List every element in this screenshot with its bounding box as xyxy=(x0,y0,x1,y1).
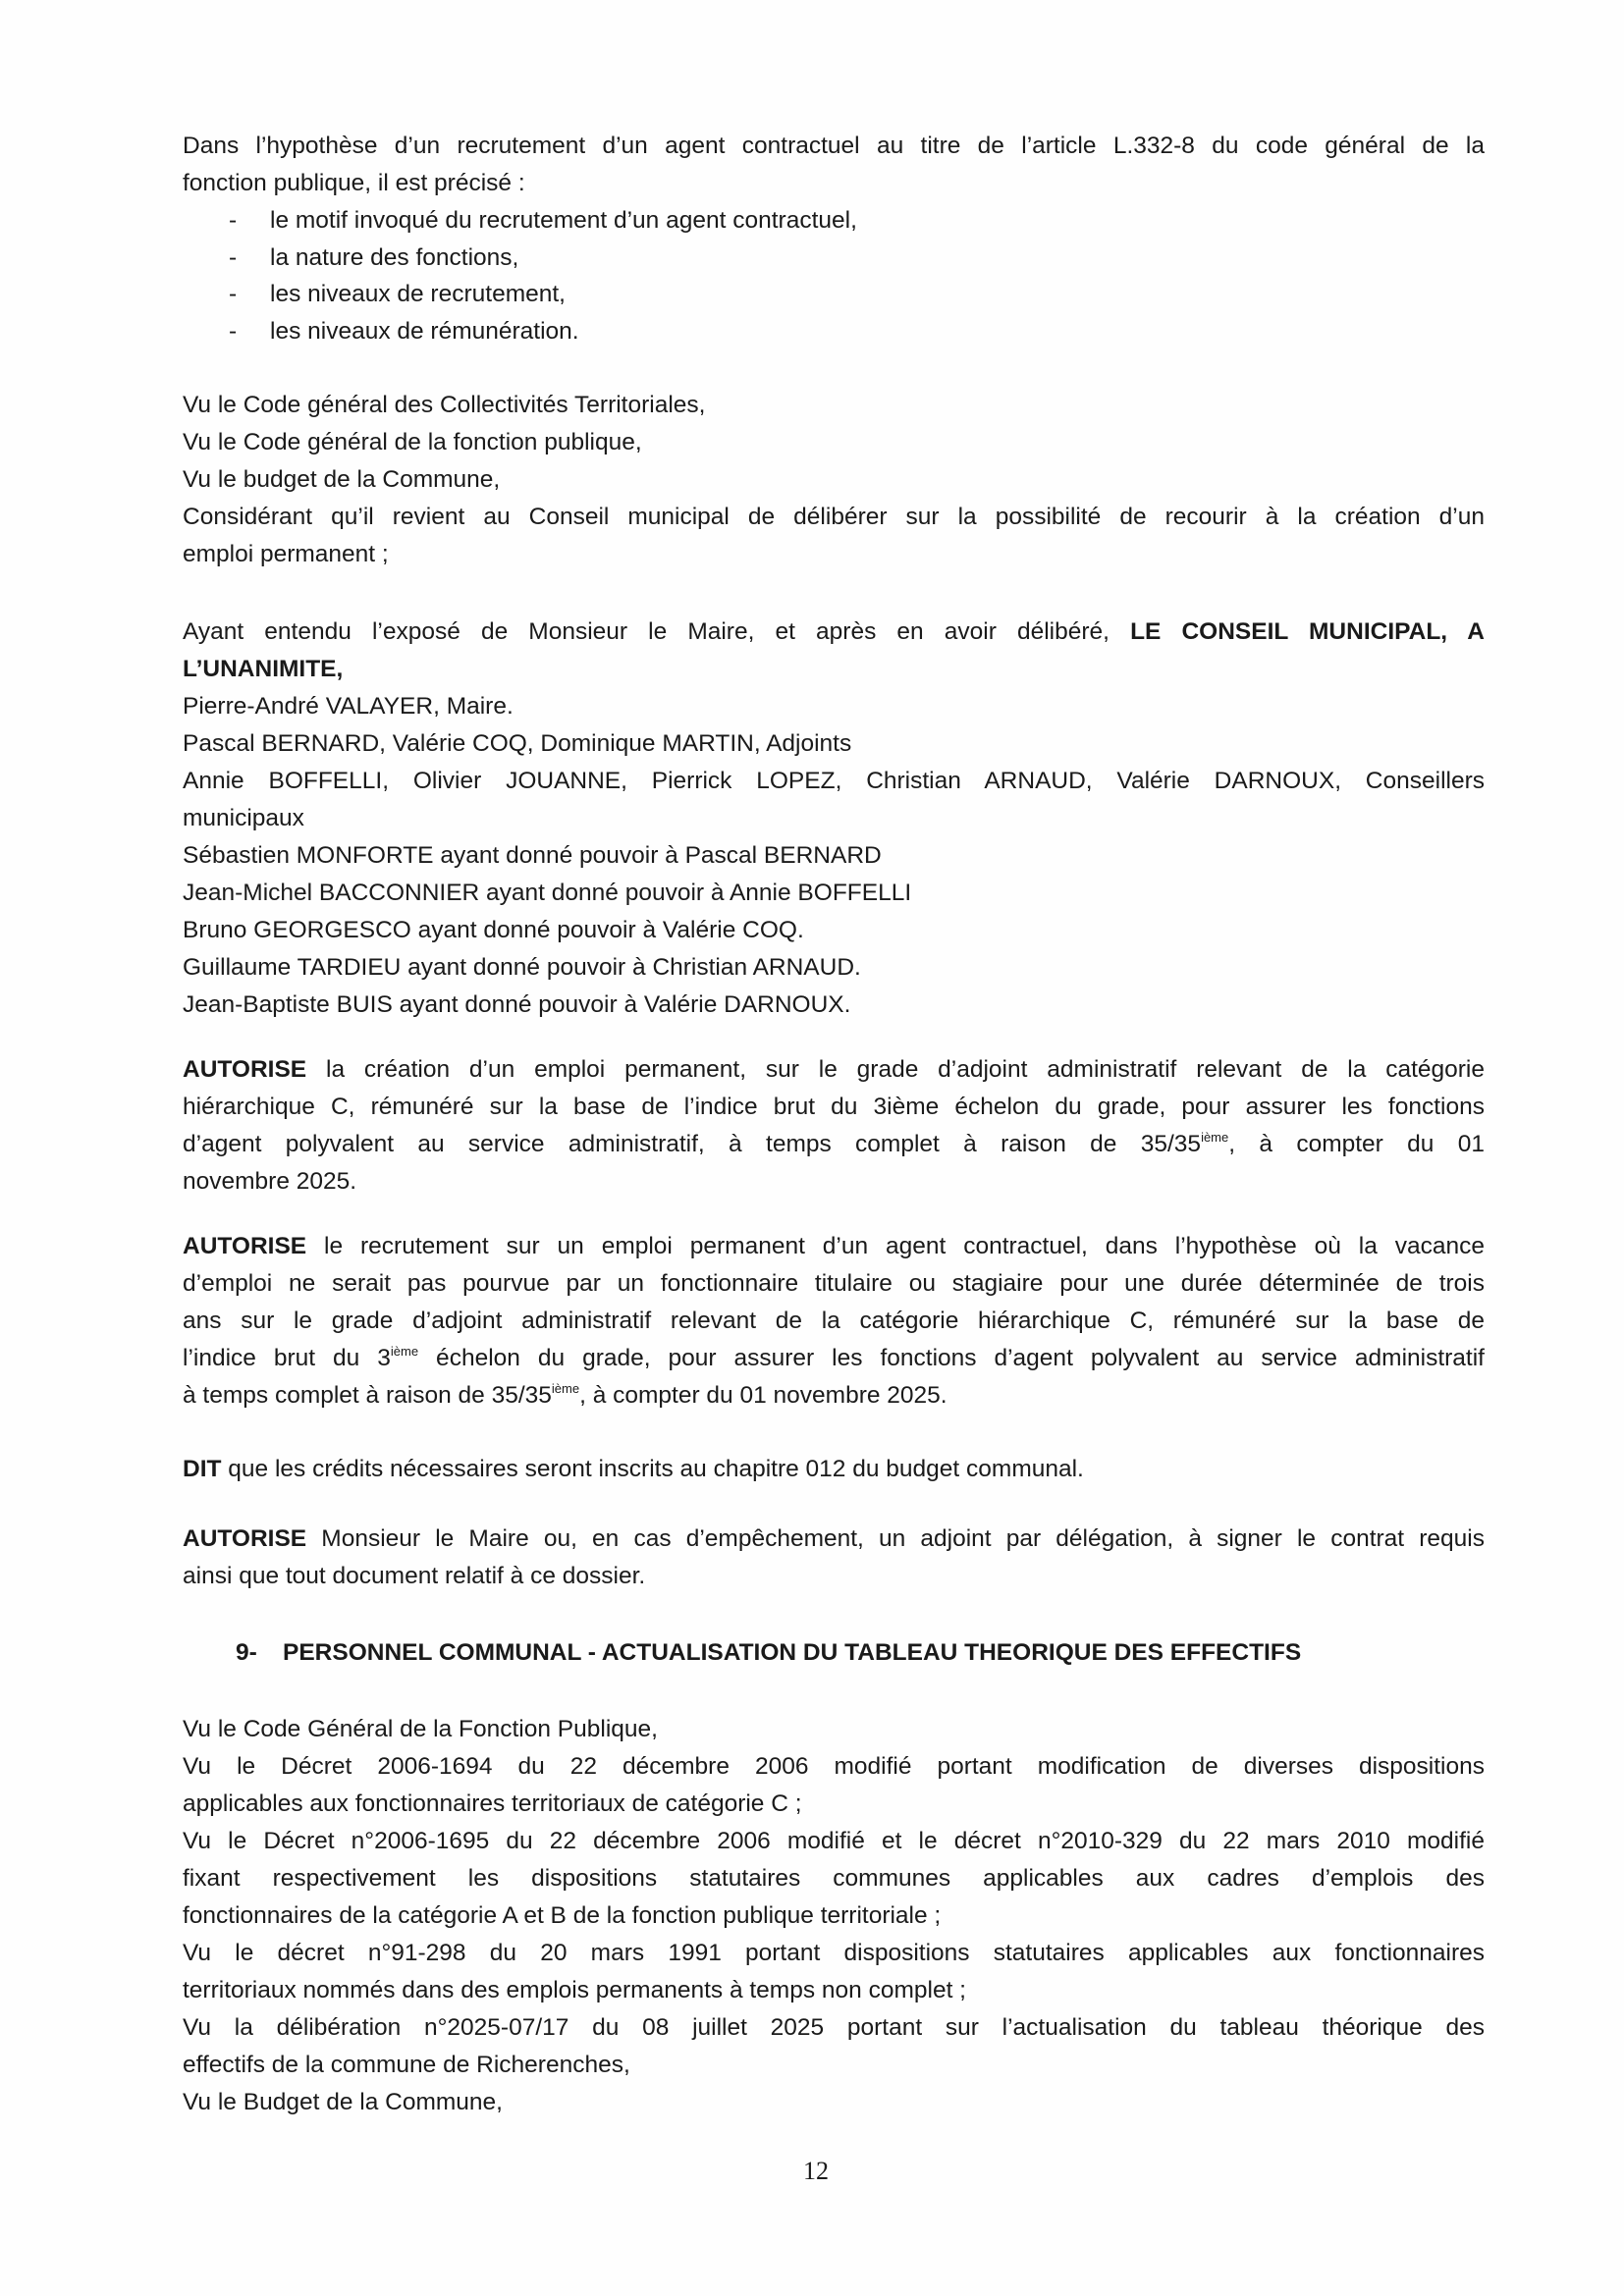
text-line: Dans l’hypothèse d’un recrutement d’un agent contractuel au titre de l’article L.332-8 du code général de la xyxy=(183,133,1485,159)
decision-text: la création d’un emploi permanent, sur le grade d’adjoint administratif relevant de la catégorie xyxy=(306,1056,1485,1083)
text-line xyxy=(183,1521,1485,1558)
dash-bullet: - xyxy=(229,207,238,234)
member-line: Guillaume TARDIEU ayant donné pouvoir à Christian ARNAUD. xyxy=(183,954,861,981)
decision-keyword: AUTORISE xyxy=(183,1233,307,1259)
decision-text: le recrutement sur un emploi permanent d’un agent contractuel, dans l’hypothèse où la vacance xyxy=(306,1233,1485,1259)
list-item-text: la nature des fonctions, xyxy=(270,243,519,271)
text-line: d’emploi ne serait pas pourvue par un fonctionnaire titulaire ou stagiaire pour une durée déterminée de trois xyxy=(183,1270,1485,1297)
member-line: Bruno GEORGESCO ayant donné pouvoir à Valérie COQ. xyxy=(183,917,804,943)
decision-keyword: AUTORISE xyxy=(183,1525,307,1552)
superscript: ième xyxy=(390,1344,419,1359)
decision-text: , à compter du 01 novembre 2025. xyxy=(579,1382,947,1409)
list-item-text: les niveaux de rémunération. xyxy=(270,317,579,345)
text-line: ainsi que tout document relatif à ce dossier. xyxy=(183,1563,646,1589)
text-line xyxy=(183,1126,1485,1163)
text-line: Vu le Décret n°2006-1695 du 22 décembre 2006 modifié et le décret n°2010-329 du 22 mars 2010 modifié xyxy=(183,1828,1485,1854)
decision-text: , à compter du 01 xyxy=(1228,1131,1485,1157)
text-line xyxy=(183,1051,1485,1089)
section-title: PERSONNEL COMMUNAL - ACTUALISATION DU TABLEAU THEORIQUE DES EFFECTIFS xyxy=(283,1639,1302,1666)
member-line: Jean-Michel BACCONNIER ayant donné pouvoir à Annie BOFFELLI xyxy=(183,880,912,906)
text-line: hiérarchique C, rémunéré sur la base de l’indice brut du 3ième échelon du grade, pour assurer les fonctions xyxy=(183,1094,1485,1120)
text-line: Considérant qu’il revient au Conseil municipal de délibérer sur la possibilité de recourir à la création d’un xyxy=(183,504,1485,530)
list-item xyxy=(183,202,1485,240)
member-line: Pascal BERNARD, Valérie COQ, Dominique MARTIN, Adjoints xyxy=(183,730,852,757)
text-line: effectifs de la commune de Richerenches, xyxy=(183,2052,630,2078)
text-line: fixant respectivement les dispositions statutaires communes applicables aux cadres d’emplois des xyxy=(183,1865,1485,1892)
decision-text: d’agent polyvalent au service administratif, à temps complet à raison de 35/35 xyxy=(183,1131,1202,1157)
decision-keyword: AUTORISE xyxy=(183,1056,307,1083)
text-line xyxy=(183,1451,1485,1488)
decision-4 xyxy=(183,1521,1485,1595)
list-item xyxy=(183,240,1485,277)
text-line: Vu le budget de la Commune, xyxy=(183,466,501,493)
section-9-visas xyxy=(183,1711,1485,2121)
text-line: applicables aux fonctionnaires territoriaux de catégorie C ; xyxy=(183,1790,802,1817)
page-number: 12 xyxy=(803,2157,829,2185)
dash-bullet: - xyxy=(229,317,238,345)
text-line: Vu le Code Général de la Fonction Publique, xyxy=(183,1716,658,1742)
superscript: ième xyxy=(1201,1130,1229,1145)
section-number: 9- xyxy=(236,1639,257,1666)
decision-3 xyxy=(183,1451,1485,1488)
text-line: emploi permanent ; xyxy=(183,541,389,567)
decision-text: Monsieur le Maire ou, en cas d’empêchement, un adjoint par délégation, à signer le contrat requis xyxy=(306,1525,1485,1552)
text-line xyxy=(183,614,1485,651)
visas-block-1 xyxy=(183,387,1485,573)
vote-result: LE CONSEIL MUNICIPAL, A xyxy=(1130,618,1485,645)
text-line xyxy=(183,1377,1485,1415)
decision-text: à temps complet à raison de 35/35 xyxy=(183,1382,552,1409)
decision-keyword: DIT xyxy=(183,1456,222,1482)
member-line: Jean-Baptiste BUIS ayant donné pouvoir à Valérie DARNOUX. xyxy=(183,991,851,1018)
text-line xyxy=(183,1340,1485,1377)
intro-list xyxy=(183,202,1485,349)
vote-intro: Ayant entendu l’exposé de Monsieur le Maire, et après en avoir délibéré, xyxy=(183,618,1110,645)
decision-2 xyxy=(183,1228,1485,1415)
superscript: ième xyxy=(551,1381,580,1396)
text-line: territoriaux nommés dans des emplois permanents à temps non complet ; xyxy=(183,1977,966,2003)
vote-block xyxy=(183,614,1485,1024)
decision-text: l’indice brut du 3 xyxy=(183,1345,391,1371)
list-item-text: les niveaux de recrutement, xyxy=(270,281,566,307)
decision-text: échelon du grade, pour assurer les fonctions d’agent polyvalent au service administratif xyxy=(418,1345,1485,1371)
intro-paragraph xyxy=(183,128,1485,202)
text-line: Vu le Budget de la Commune, xyxy=(183,2089,503,2115)
vote-result-cont: L’UNANIMITE, xyxy=(183,656,344,682)
member-line: Sébastien MONFORTE ayant donné pouvoir à Pascal BERNARD xyxy=(183,842,882,869)
member-line: municipaux xyxy=(183,805,304,831)
text-line: ans sur le grade d’adjoint administratif relevant de la catégorie hiérarchique C, rémunéré sur la base de xyxy=(183,1308,1485,1334)
text-line: fonction publique, il est précisé : xyxy=(183,170,525,196)
text-line: Vu le Décret 2006-1694 du 22 décembre 2006 modifié portant modification de diverses dispositions xyxy=(183,1753,1485,1780)
text-line: Vu le Code général de la fonction publique, xyxy=(183,429,642,455)
text-line: Vu le décret n°91-298 du 20 mars 1991 portant dispositions statutaires applicables aux fonctionnaires xyxy=(183,1940,1485,1966)
list-item xyxy=(183,276,1485,313)
decision-1 xyxy=(183,1051,1485,1201)
decision-text: que les crédits nécessaires seront inscrits au chapitre 012 du budget communal. xyxy=(221,1456,1084,1482)
text-line: Vu le Code général des Collectivités Territoriales, xyxy=(183,392,706,418)
dash-bullet: - xyxy=(229,281,238,307)
section-heading xyxy=(236,1634,1301,1672)
dash-bullet: - xyxy=(229,243,238,271)
list-item xyxy=(183,313,1485,350)
text-line: Vu la délibération n°2025-07/17 du 08 juillet 2025 portant sur l’actualisation du tableau théorique des xyxy=(183,2014,1485,2041)
text-line: novembre 2025. xyxy=(183,1168,357,1195)
list-item-text: le motif invoqué du recrutement d’un agent contractuel, xyxy=(270,207,857,234)
text-line xyxy=(183,1228,1485,1265)
member-line: Pierre-André VALAYER, Maire. xyxy=(183,693,514,720)
text-line: fonctionnaires de la catégorie A et B de la fonction publique territoriale ; xyxy=(183,1902,942,1929)
member-line: Annie BOFFELLI, Olivier JOUANNE, Pierrick LOPEZ, Christian ARNAUD, Valérie DARNOUX, Conseillers xyxy=(183,768,1485,794)
